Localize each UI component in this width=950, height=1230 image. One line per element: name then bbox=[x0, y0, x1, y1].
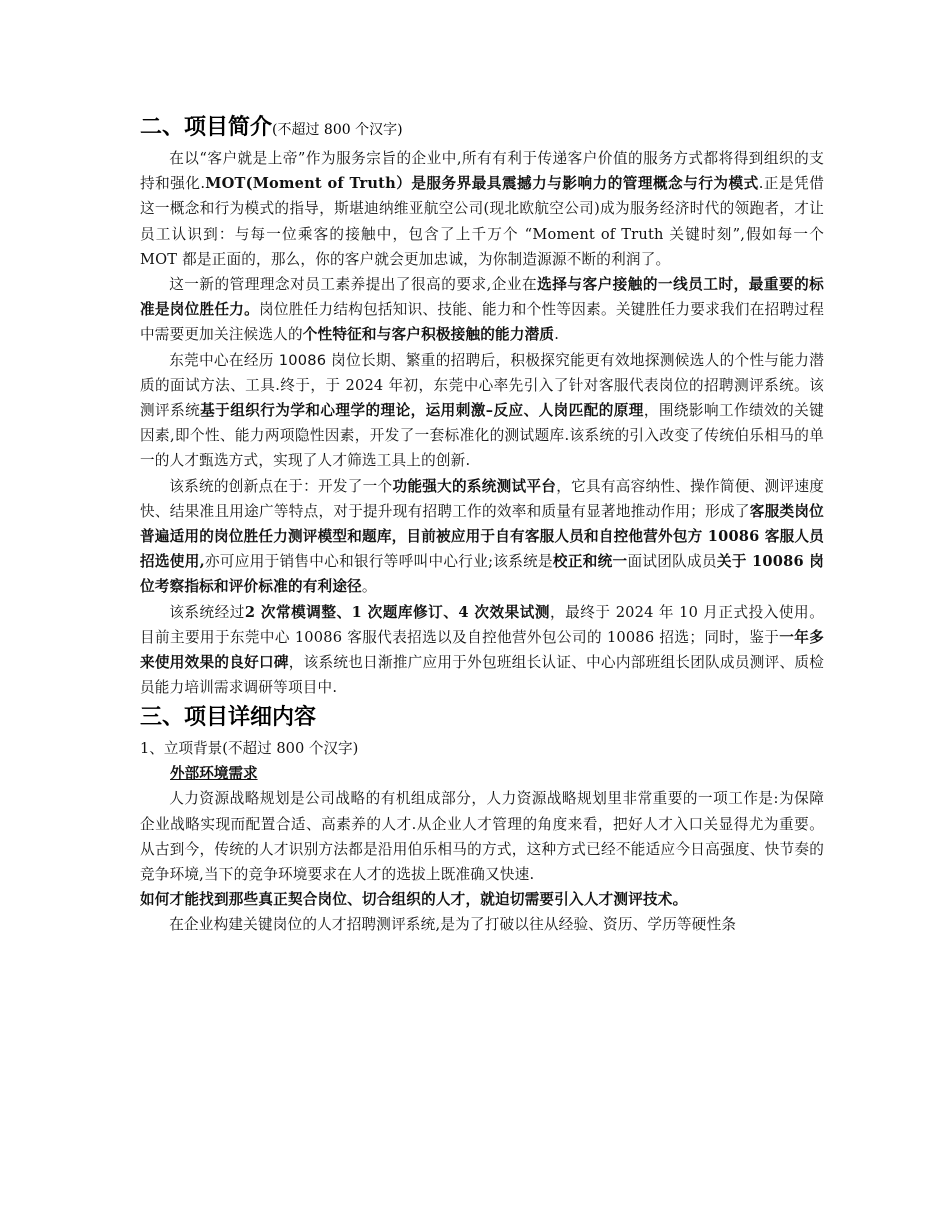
paragraph-dongguan bbox=[140, 348, 824, 474]
text-run: ，围绕影响工作绩效的关键因素,即个性、能力两项隐性因素，开发了一套标准化的测试题库.该系统的引入改变了传统伯乐相马的单一的人才甄选方式，实现了人才筛选工具上的创新. bbox=[140, 402, 824, 470]
text-run: 该系统的创新点在于：开发了一个 bbox=[169, 477, 393, 495]
bold-run: 选择与客户接触的一线员工时，最重要的标准是岗位胜任力。 bbox=[140, 276, 824, 319]
document-page bbox=[140, 112, 824, 938]
paragraph-hr-strategy bbox=[140, 786, 824, 912]
text-run: 在以“客户就是上帝”作为服务宗旨的企业中,所有有利于传递客户价值的服务方式都将得到组织的支持和强化. bbox=[140, 150, 824, 193]
bold-run: 基于组织行为学和心理学的理论，运用刺激–反应、人岗匹配的原理 bbox=[200, 402, 644, 420]
text-run: 该系统经过 bbox=[169, 603, 245, 621]
bold-run: 个性特征和与客户积极接触的能力潜质 bbox=[302, 326, 555, 344]
text-run: 这一新的管理理念对员工素养提出了很高的要求,企业在 bbox=[169, 276, 538, 294]
item-background-heading: 1、立项背景(不超过 800 个汉字) bbox=[140, 740, 359, 758]
paragraph-mot bbox=[140, 146, 824, 272]
paragraph-innovation bbox=[140, 474, 824, 600]
external-environment-heading: 外部环境需求 bbox=[170, 765, 258, 783]
text-run: 面试团队成员 bbox=[627, 553, 717, 571]
text-run: 人力资源战略规划是公司战略的有机组成部分，人力资源战略规划里非常重要的一项工作是:为保障企业战略实现而配置合适、高素养的人才.从企业人才管理的角度来看，把好人才入口关显得尤为重要。从古到今，传统的人才识别方法都是沿用伯乐相马的方式，这种方式已经不能适应今日高强度、快节奏的竞争环境,当下的竞争环境要求在人才的选拔上既准确又快速. bbox=[140, 790, 824, 884]
number-run: 10086 bbox=[278, 351, 327, 369]
paragraph-adjustments bbox=[140, 600, 824, 701]
bold-run: 一年多来使用效果的良好口碑 bbox=[140, 628, 824, 672]
text-run: ，该系统也日渐推广应用于外包班组长认证、中心内部班组长团队成员测评、质检员能力培训需求调研等项目中. bbox=[140, 654, 824, 697]
text-run: 亦可应用于销售中心和银行等呼叫中心行业;该系统是 bbox=[204, 553, 553, 571]
text-run: 岗位长期、繁重的招聘后，积极探究能更有效地探测候选人的个性与能力潜质的面试方法、工具.终于，于 2024 年初，东莞中心率先引入了针对客服代表岗位的招聘测评系统。该测评系统 bbox=[140, 351, 824, 420]
text-run: . bbox=[554, 326, 560, 344]
text-run: 东莞中心在经历 bbox=[169, 351, 279, 369]
text-run: ，它具有高容纳性、操作简便、测评速度快、结果准且用途广等特点，对于提升现有招聘工作的效率和质量有显著地推动作用；形成了 bbox=[140, 477, 825, 520]
section-title-project-details: 三、项目详细内容 bbox=[140, 705, 317, 731]
section-title-text: 二、项目简介 bbox=[140, 115, 273, 140]
paragraph-recruitment-system bbox=[140, 912, 824, 937]
paragraph-competency bbox=[140, 272, 824, 348]
text-run: 。 bbox=[361, 578, 377, 596]
bold-run: 2 次常模调整、1 次题库修订、4 次效果试测 bbox=[244, 603, 550, 621]
text-run: ，最终于 2024 年 10 月正式投入使用。目前主要用于东莞中心 10086 客服代表招选以及自控他营外包公司的 10086 招选；同时，鉴于 bbox=[140, 603, 824, 646]
text-run: .正是凭借这一概念和行为模式的指导，斯堪迪纳维亚航空公司(现北欧航空公司)成为服务经济时代的领跑者，才让员工认识到：与每一位乘客的接触中，包含了上千万个 “Moment of Truth 关键时刻”,假如每一个 MOT 都是正面的，那么，你的客户就会更加忠诚，为你制造源源不断的利润了。 bbox=[140, 175, 825, 268]
bold-run: 如何才能找到那些真正契合岗位、切合组织的人才，就迫切需要引入人才测评技术。 bbox=[140, 891, 688, 909]
bold-run: 关于 10086 岗位考察指标和评价标准的有利途径 bbox=[140, 553, 824, 596]
section-title-project-intro bbox=[140, 112, 824, 146]
bold-run: 功能强大的系统测试平台 bbox=[392, 477, 557, 495]
bold-run: 客服类岗位普遍适用的岗位胜任力测评模型和题库，目前被应用于自有客服人员和自控他营外包方 10086 客服人员招选使用, bbox=[140, 502, 824, 571]
bold-run: MOT(Moment of Truth）是服务界最具震撼力与影响力的管理概念与行为模式 bbox=[205, 175, 759, 193]
text-run: 在企业构建关键岗位的人才招聘测评系统,是为了打破以往从经验、资历、学历等硬性条 bbox=[169, 916, 737, 934]
word-limit-note: (不超过 800 个汉字) bbox=[272, 122, 403, 138]
bold-run: 校正和统一 bbox=[552, 553, 628, 571]
text-run: 岗位胜任力结构包括知识、技能、能力和个性等因素。关键胜任力要求我们在招聘过程中需要更加关注候选人的 bbox=[140, 301, 824, 344]
